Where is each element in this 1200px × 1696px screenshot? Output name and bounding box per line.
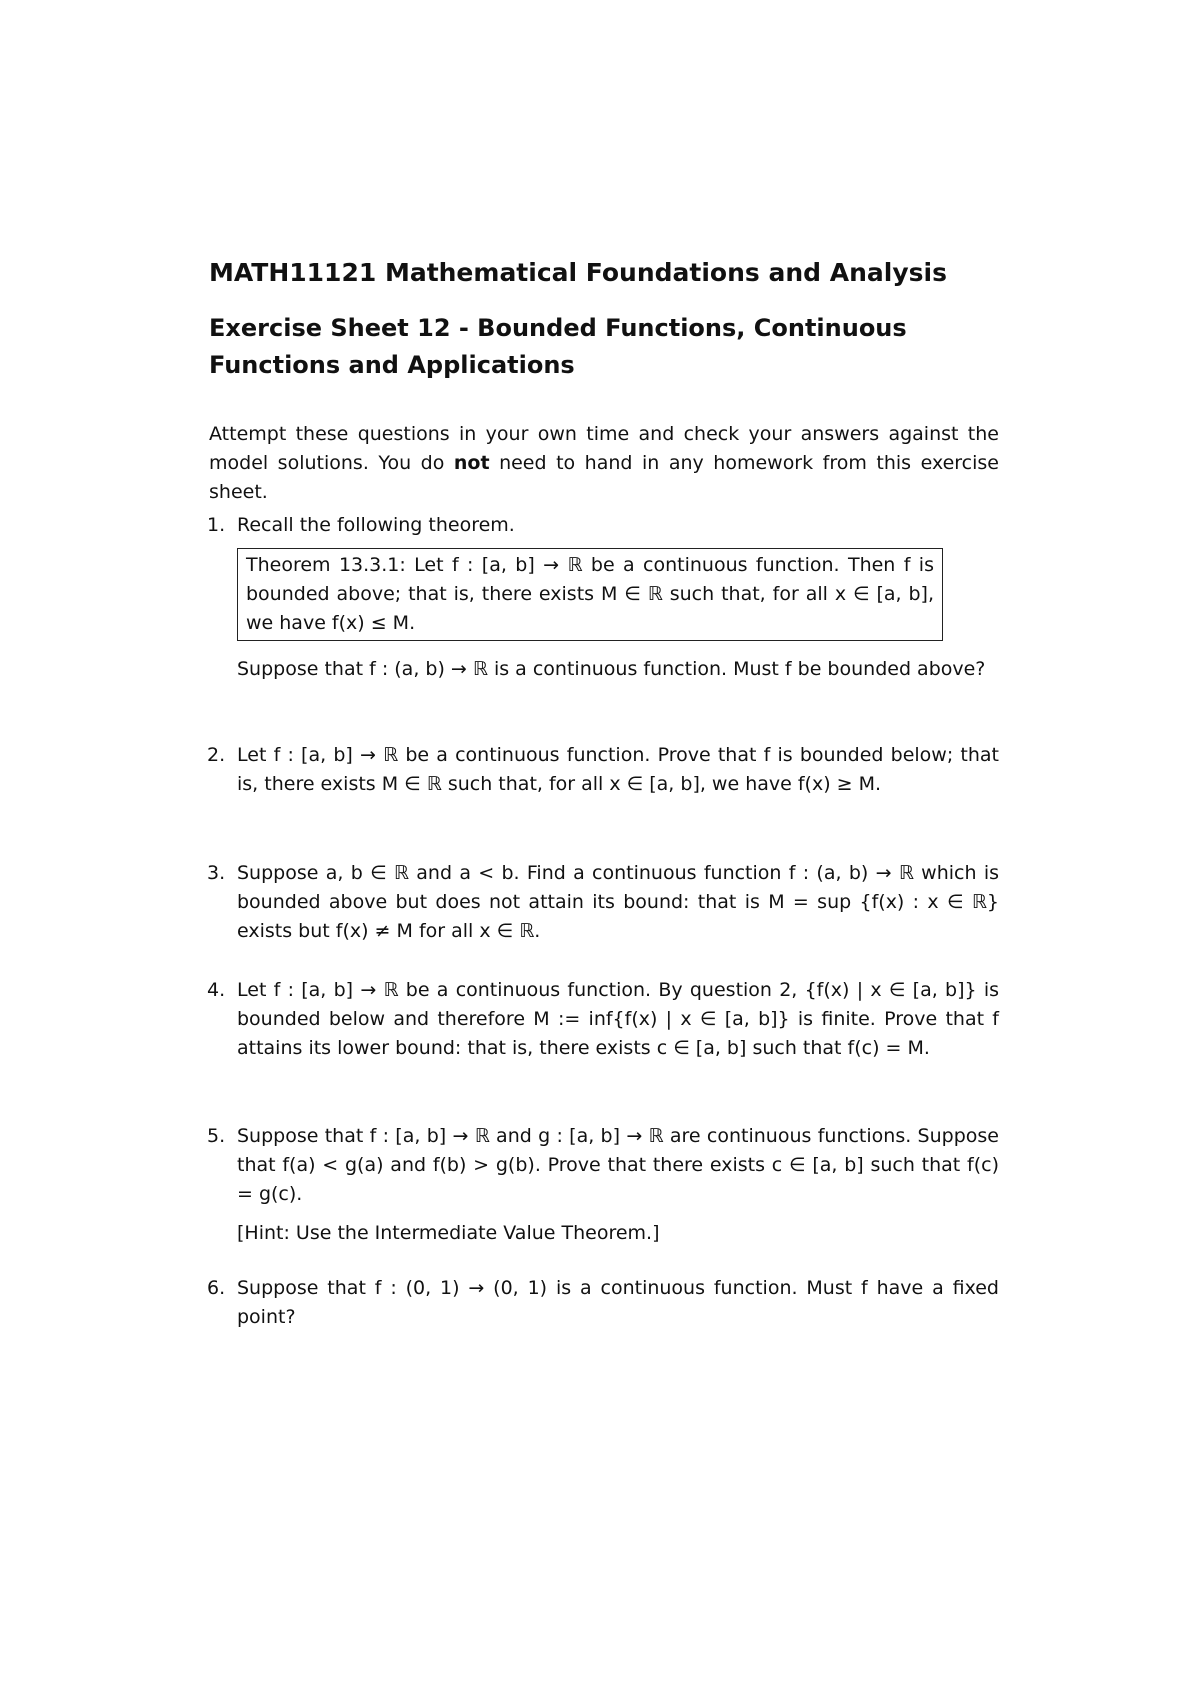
question-1 (207, 511, 999, 684)
question-number: 4. (207, 979, 226, 1001)
question-4 (207, 976, 999, 1063)
question-text: Recall the following theorem. (237, 514, 515, 536)
question-text: Suppose that f : (0, 1) → (0, 1) is a continuous function. Must f have a fixed point? (237, 1277, 999, 1328)
question-follow-up: Suppose that f : (a, b) → ℝ is a continuous function. Must f be bounded above? (237, 658, 986, 680)
question-text: Suppose that f : [a, b] → ℝ and g : [a, b] → ℝ are continuous functions. Suppose that f(a) < g(a) and f(b) > g(b). Prove that there exists c ∈ [a, b] such that f(c) = g(c). (237, 1125, 999, 1205)
question-text: Let f : [a, b] → ℝ be a continuous function. Prove that f is bounded below; that is, there exists M ∈ ℝ such that, for all x ∈ [a, b], we have f(x) ≥ M. (237, 744, 999, 795)
question-6 (207, 1274, 999, 1332)
theorem-box: Theorem 13.3.1: Let f : [a, b] → ℝ be a continuous function. Then f is bounded above; that is, there exists M ∈ ℝ such that, for all x ∈ [a, b], we have f(x) ≤ M. (237, 548, 943, 641)
question-5 (207, 1122, 999, 1248)
question-hint: [Hint: Use the Intermediate Value Theorem.] (237, 1222, 660, 1244)
question-2 (207, 741, 999, 799)
question-number: 6. (207, 1277, 226, 1299)
question-3 (207, 859, 999, 946)
intro-paragraph (209, 420, 999, 507)
intro-emphasis: not (453, 452, 490, 474)
document-title: MATH11121 Mathematical Foundations and Analysis (209, 258, 947, 287)
question-number: 3. (207, 862, 226, 884)
question-text: Let f : [a, b] → ℝ be a continuous function. By question 2, {f(x) | x ∈ [a, b]} is bounded below and therefore M := inf{f(x) | x ∈ [a, b]} is finite. Prove that f attains its lower bound: that is, there exists c ∈ [a, b] such that f(c) = M. (237, 979, 999, 1059)
question-number: 5. (207, 1125, 226, 1147)
intro-text-start: Attempt these questions in your own time and check your answers against the model solutions. You do (209, 423, 999, 474)
question-text: Suppose a, b ∈ ℝ and a < b. Find a continuous function f : (a, b) → ℝ which is bounded above but does not attain its bound: that is M = sup {f(x) : x ∈ ℝ} exists but f(x) ≠ M for all x ∈ ℝ. (237, 862, 999, 942)
question-number: 1. (207, 514, 226, 536)
question-number: 2. (207, 744, 226, 766)
exercise-sheet-title: Exercise Sheet 12 - Bounded Functions, Continuous Functions and Applications (209, 314, 907, 379)
intro-text-end: need to hand in any homework from this exercise sheet. (209, 452, 999, 503)
